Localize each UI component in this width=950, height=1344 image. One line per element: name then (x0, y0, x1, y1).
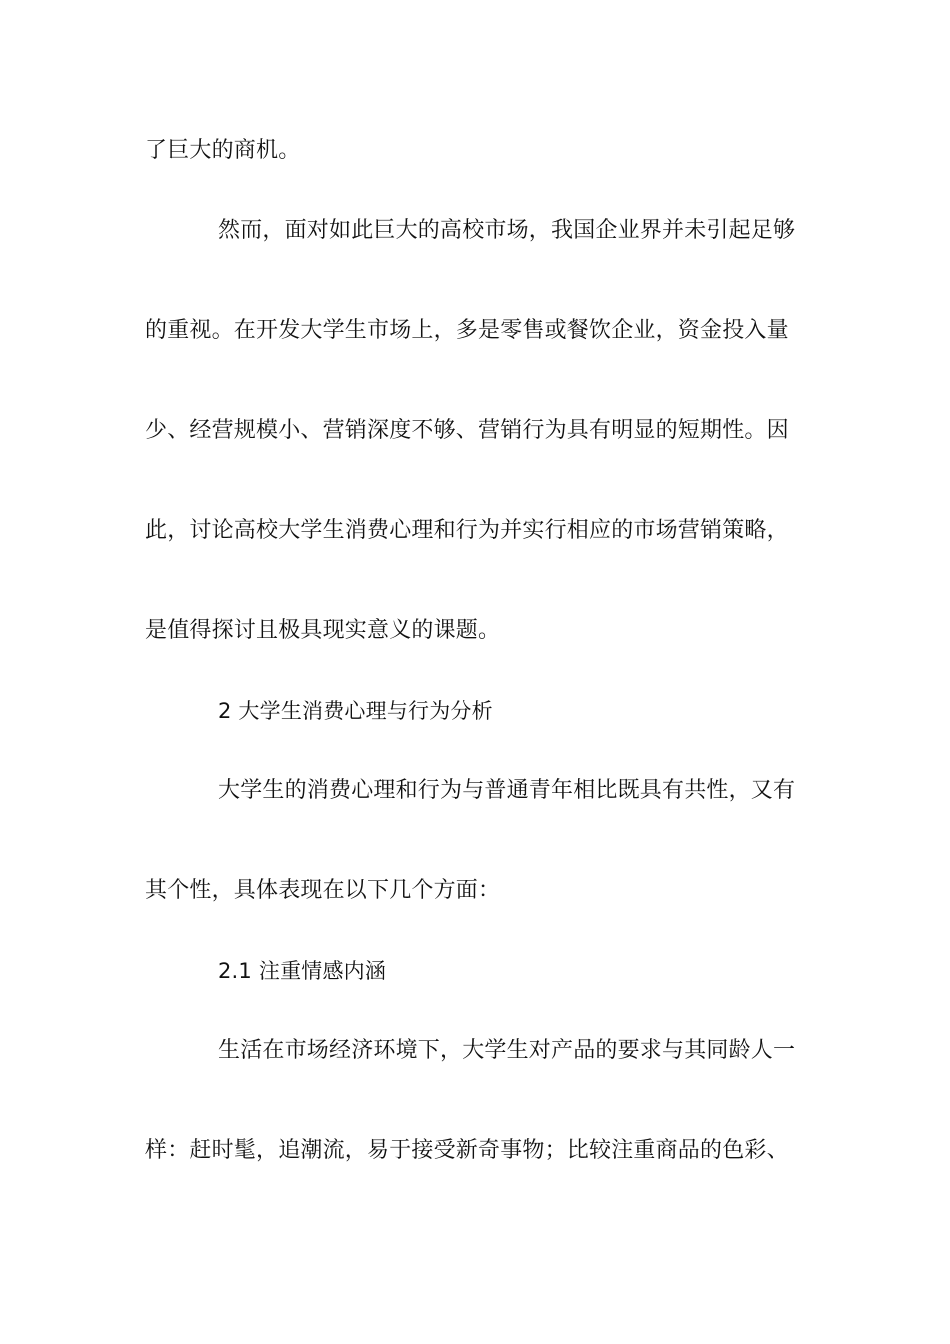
paragraph-line: 少、经营规模小、营销深度不够、营销行为具有明显的短期性。因 (145, 418, 789, 443)
paragraph-line: 是值得探讨且极具现实意义的课题。 (145, 618, 501, 643)
paragraph-line: 了巨大的商机。 (145, 138, 301, 163)
subsection-heading: 2.1 注重情感内涵 (218, 959, 387, 983)
paragraph-line: 大学生的消费心理和行为与普通青年相比既具有共性，又有 (218, 778, 796, 803)
paragraph-line: 然而，面对如此巨大的高校市场，我国企业界并未引起足够 (218, 218, 796, 243)
paragraph-line: 其个性，具体表现在以下几个方面： (145, 878, 501, 903)
paragraph-line: 的重视。在开发大学生市场上，多是零售或餐饮企业，资金投入量 (145, 318, 789, 343)
paragraph-line: 生活在市场经济环境下，大学生对产品的要求与其同龄人一 (218, 1038, 796, 1063)
paragraph-line: 样：赶时髦，追潮流，易于接受新奇事物；比较注重商品的色彩、 (145, 1138, 789, 1163)
paragraph-line: 此，讨论高校大学生消费心理和行为并实行相应的市场营销策略， (145, 518, 789, 543)
section-heading: 2 大学生消费心理与行为分析 (218, 699, 493, 723)
